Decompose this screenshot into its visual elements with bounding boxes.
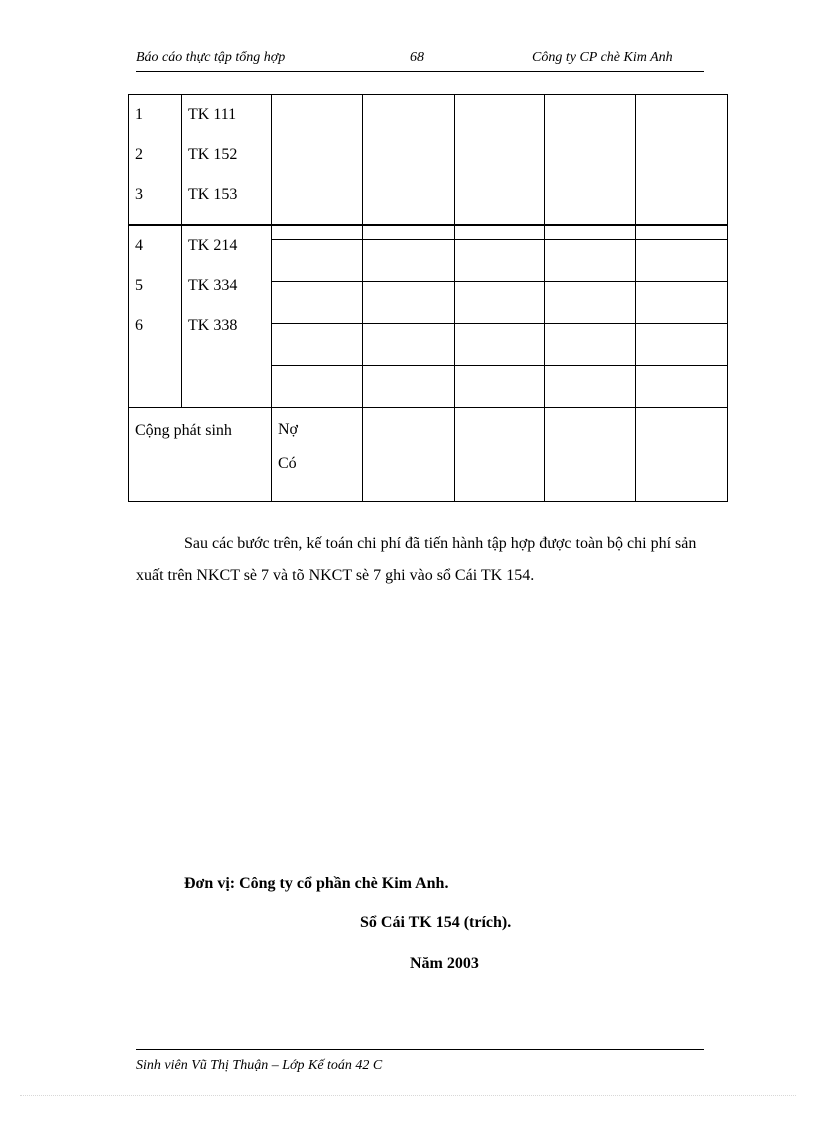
debit-label: Nợ xyxy=(278,420,299,438)
table-row xyxy=(129,225,728,240)
credit-label: Có xyxy=(278,454,297,472)
table-row xyxy=(129,407,728,501)
ledger-title: Sổ Cái TK 154 (trích). xyxy=(360,914,512,931)
account-code: TK 152 xyxy=(188,146,238,163)
empty-cell xyxy=(455,323,545,365)
empty-cell xyxy=(455,365,545,407)
year-line: Năm 2003 xyxy=(410,955,479,972)
empty-cell xyxy=(545,407,636,501)
ledger-table xyxy=(128,94,728,502)
empty-cell xyxy=(363,365,455,407)
empty-cell xyxy=(545,365,636,407)
row-number: 3 xyxy=(135,186,143,203)
empty-cell xyxy=(545,281,636,323)
page-edge-line xyxy=(20,1095,796,1096)
account-code: TK 214 xyxy=(188,236,238,254)
account-cell xyxy=(182,95,272,225)
empty-cell xyxy=(272,323,363,365)
empty-cell xyxy=(545,95,636,225)
empty-cell xyxy=(636,95,728,225)
row-number: 1 xyxy=(135,106,143,123)
row-number: 6 xyxy=(135,316,143,334)
row-number: 4 xyxy=(135,236,143,254)
empty-cell xyxy=(272,95,363,225)
header-right: Công ty CP chè Kim Anh xyxy=(532,50,673,65)
empty-cell xyxy=(272,365,363,407)
empty-cell xyxy=(636,239,728,281)
table-row xyxy=(129,95,728,225)
account-cell xyxy=(182,225,272,408)
empty-cell xyxy=(636,225,728,240)
account-code: TK 334 xyxy=(188,276,238,294)
body-paragraph: Sau các bước trên, kế toán chi phí đã tiến hành tập hợp được toàn bộ chi phí sản xuất trên NKCT sè 7 và tõ NKCT sè 7 ghi vào sổ Cái TK 154. xyxy=(136,535,697,584)
empty-cell xyxy=(545,323,636,365)
empty-cell xyxy=(636,407,728,501)
empty-cell xyxy=(636,281,728,323)
empty-cell xyxy=(455,281,545,323)
empty-cell xyxy=(272,281,363,323)
debit-credit-cell xyxy=(272,407,363,501)
page-number: 68 xyxy=(410,50,424,65)
empty-cell xyxy=(363,281,455,323)
empty-cell xyxy=(455,407,545,501)
empty-cell xyxy=(363,323,455,365)
empty-cell xyxy=(272,239,363,281)
empty-cell xyxy=(455,225,545,240)
header-rule xyxy=(136,71,704,72)
row-number: 2 xyxy=(135,146,143,163)
empty-cell xyxy=(455,239,545,281)
total-label: Cộng phát sinh xyxy=(129,407,272,501)
unit-line: Đơn vị: Công ty cổ phần chè Kim Anh. xyxy=(184,875,449,892)
empty-cell xyxy=(363,239,455,281)
empty-cell xyxy=(455,95,545,225)
empty-cell xyxy=(545,225,636,240)
number-cell xyxy=(129,95,182,225)
account-code: TK 338 xyxy=(188,316,238,334)
footer-text: Sinh viên Vũ Thị Thuận – Lớp Kế toán 42 C xyxy=(136,1058,383,1073)
row-number: 5 xyxy=(135,276,143,294)
header-left: Báo cáo thực tập tổng hợp xyxy=(136,50,286,65)
account-code: TK 153 xyxy=(188,186,238,203)
number-cell xyxy=(129,225,182,408)
empty-cell xyxy=(363,95,455,225)
empty-cell xyxy=(363,407,455,501)
account-code: TK 111 xyxy=(188,106,237,123)
empty-cell xyxy=(636,323,728,365)
footer-rule xyxy=(136,1049,704,1050)
empty-cell xyxy=(636,365,728,407)
empty-cell xyxy=(363,225,455,240)
empty-cell xyxy=(545,239,636,281)
empty-cell xyxy=(272,225,363,240)
